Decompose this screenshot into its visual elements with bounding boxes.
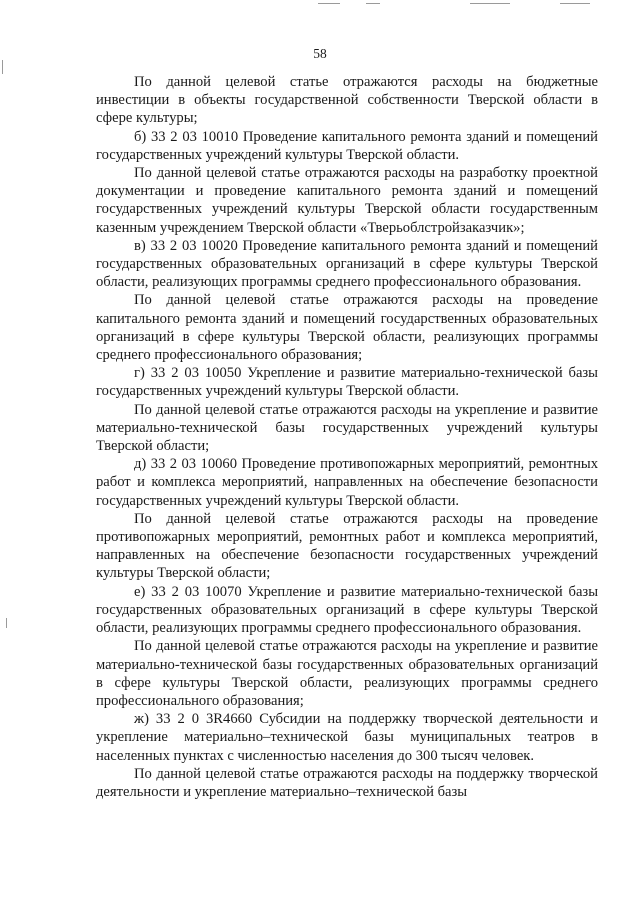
paragraph: По данной целевой статье отражаются расходы на укрепление и развитие материально-технической базы государственных образовательных организаций в сфере культуры Тверской области, реализующих программы среднего профессионального образования; (96, 638, 598, 709)
paragraph: По данной целевой статье отражаются расходы на бюджетные инвестиции в объекты государственной собственности Тверской области в сфере культуры; (96, 74, 598, 127)
paragraph: По данной целевой статье отражаются расходы на разработку проектной документации и проведение капитального ремонта зданий и помещений государственных учреждений культуры Тверской области государственным казенным учреждением Тверской области «Тверьоблстройзаказчик»; (96, 165, 598, 236)
paragraph: По данной целевой статье отражаются расходы на проведение противопожарных мероприятий, ремонтных работ и комплекса мероприятий, направленных на обеспечение безопасности государственных учреждений культуры Тверской области; (96, 510, 598, 582)
paragraph: е) 33 2 03 10070 Укрепление и развитие материально-технической базы государственных образовательных организаций в сфере культуры Тверской области, реализующих программы среднего профессионального образования. (96, 583, 598, 637)
paragraph: б) 33 2 03 10010 Проведение капитального ремонта зданий и помещений государственных учреждений культуры Тверской области. (96, 128, 598, 163)
paragraph: в) 33 2 03 10020 Проведение капитального ремонта зданий и помещений государственных образовательных организаций в сфере культуры Тверской области, реализующих программы среднего профессионального образования. (96, 237, 598, 291)
paragraph: По данной целевой статье отражаются расходы на укрепление и развитие материально-технической базы государственных учреждений культуры Тверской области; (96, 401, 598, 455)
paragraph: По данной целевой статье отражаются расходы на поддержку творческой деятельности и укрепление материально–технической базы (96, 765, 598, 800)
scan-artifact (6, 618, 7, 628)
paragraph: По данной целевой статье отражаются расходы на проведение капитального ремонта зданий и помещений государственных образовательных организаций в сфере культуры Тверской области, реализующих программы среднего профессионального образования; (96, 292, 598, 364)
page-number: 58 (313, 46, 327, 61)
scan-artifact (366, 3, 380, 4)
paragraph: д) 33 2 03 10060 Проведение противопожарных мероприятий, ремонтных работ и комплекса мероприятий, направленных на обеспечение безопасности государственных учреждений культуры Тверской области. (96, 456, 598, 509)
paragraph: ж) 33 2 0 3R4660 Субсидии на поддержку творческой деятельности и укрепление материально–технической базы муниципальных театров в населенных пунктах с численностью населения до 300 тысяч человек. (96, 711, 598, 764)
scan-artifact (560, 3, 590, 4)
paragraph: г) 33 2 03 10050 Укрепление и развитие материально-технической базы государственных учреждений культуры Тверской области. (96, 365, 598, 400)
document-body (96, 73, 598, 801)
scan-artifact (318, 3, 340, 4)
scan-artifact (2, 60, 3, 74)
scan-artifact (470, 3, 510, 4)
